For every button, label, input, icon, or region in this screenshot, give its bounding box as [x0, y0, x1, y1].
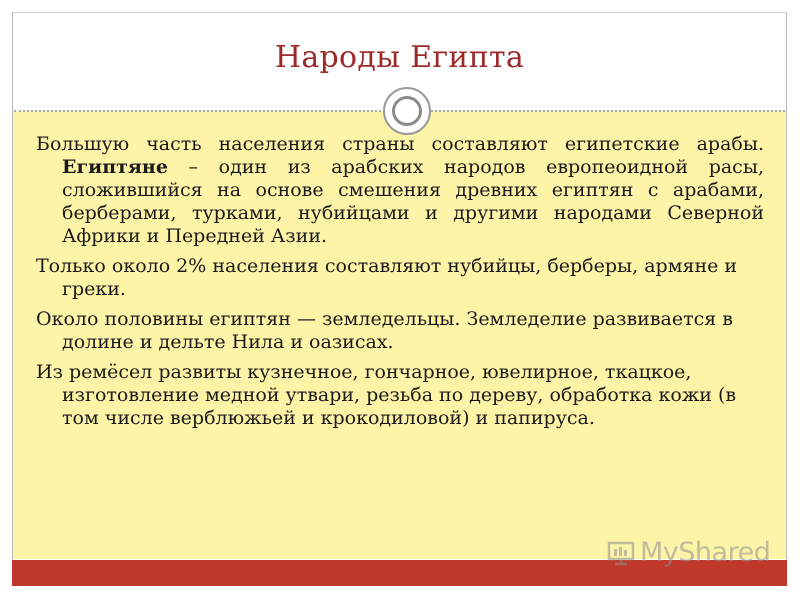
slide-title: Народы Египта: [274, 40, 525, 75]
paragraph-1-end: – один из арабских народов европеоидной расы, сложившийся на основе смешения древних египтян с арабами, берберами, турками, нубийцами и другими народами Северной Африки и Передней Азии.: [62, 156, 764, 247]
paragraph-egyptian-arabs: [36, 133, 764, 248]
slide-deck-icon: [606, 537, 636, 567]
slide-body: [36, 133, 764, 437]
paragraph-agriculture: Около половины египтян — земледельцы. Земледелие развивается в долине и дельте Нила и оазисах.: [36, 308, 733, 353]
paragraph-1-start: Большую часть населения страны составляют египетские арабы.: [36, 133, 764, 155]
paragraph-crafts: Из ремёсел развиты кузнечное, гончарное, ювелирное, ткацкое, изготовление медной утвари, резьба по дереву, обработка кожи (в том числе верблюжьей и крокодиловой) и папируса.: [36, 361, 737, 429]
circle-ornament-icon: [383, 87, 431, 135]
watermark-text: MyShared: [640, 536, 771, 568]
frame-top-border: [12, 12, 787, 13]
watermark-logo: [606, 535, 770, 569]
frame-right-border: [786, 12, 787, 560]
paragraph-1-bold-term: Египтяне: [62, 156, 168, 178]
paragraph-minorities: Только около 2% населения составляют нубийцы, берберы, армяне и греки.: [36, 255, 738, 300]
